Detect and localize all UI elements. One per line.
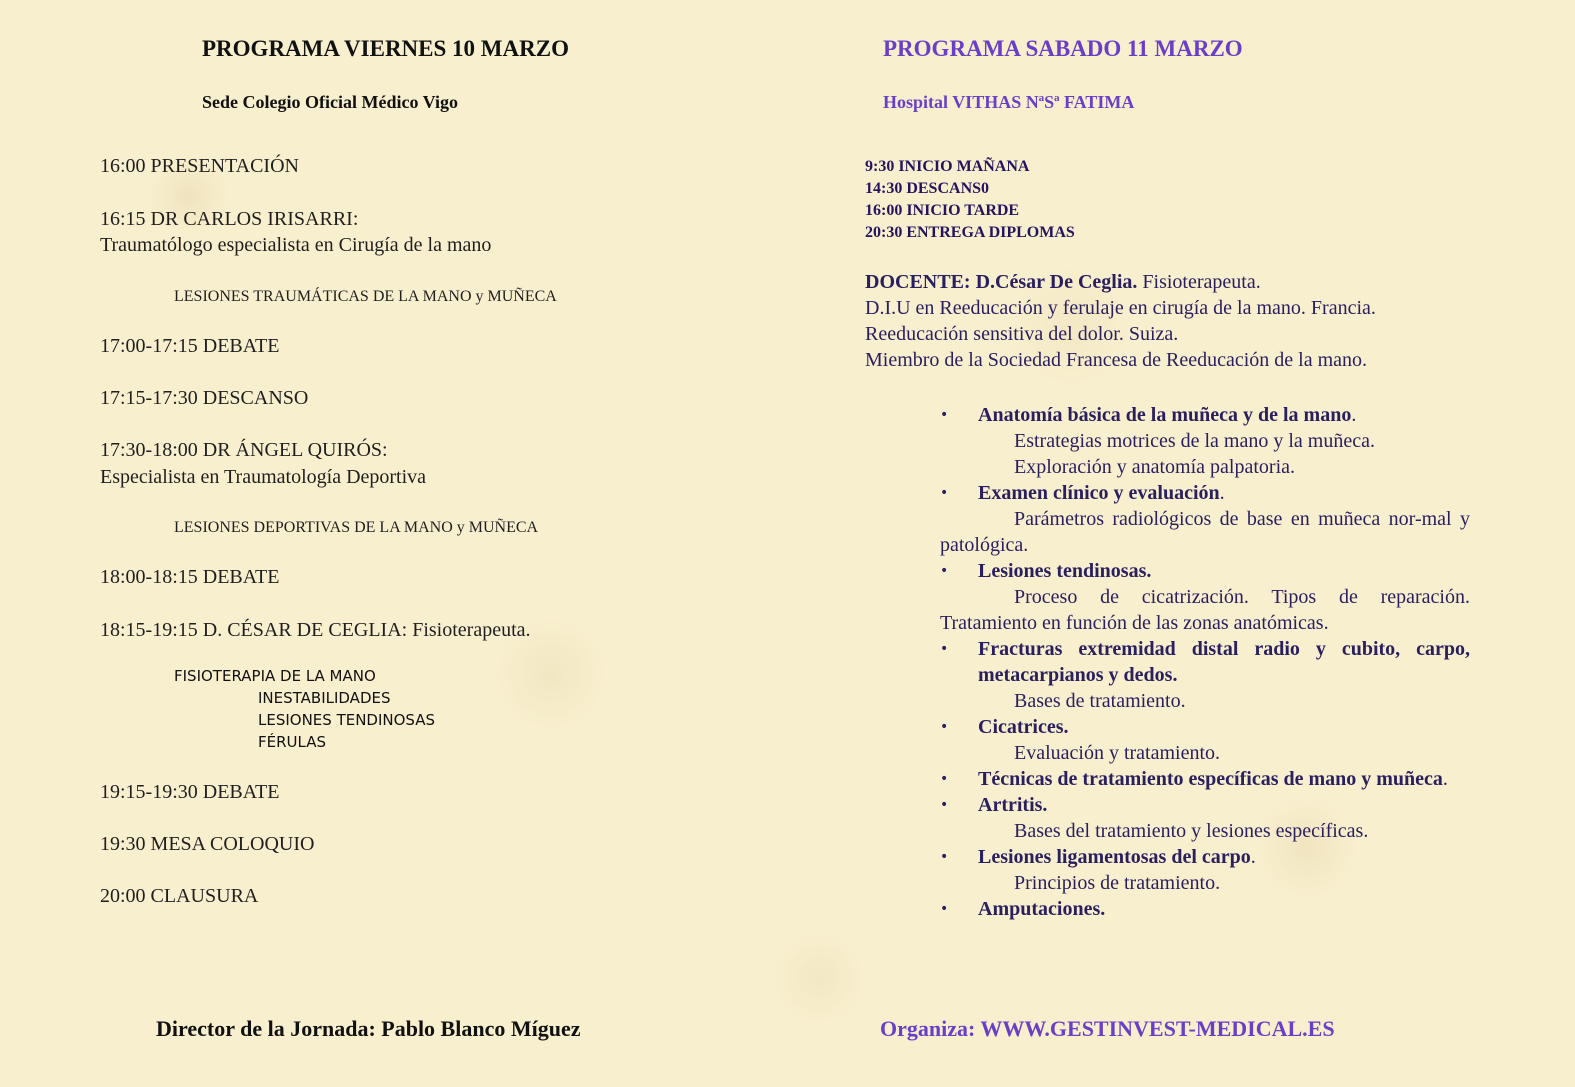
docente-credential: Miembro de la Sociedad Francesa de Reeducación de la mano. (865, 349, 1368, 371)
topic-item: • Lesiones ligamentosas del carpo. (940, 846, 1256, 868)
schedule-item: 14:30 DESCANS0 (865, 180, 990, 197)
docente-credential: Reeducación sensitiva del dolor. Suiza. (865, 323, 1179, 345)
organizer-website-link[interactable]: WWW.GESTINVEST-MEDICAL.ES (980, 1016, 1335, 1041)
bullet-icon: • (940, 771, 949, 787)
speaker3-subtopic: LESIONES TENDINOSAS (258, 711, 436, 729)
topic-detail: Bases de tratamiento. (1014, 690, 1186, 712)
speaker3-subtopic: INESTABILIDADES (258, 689, 391, 707)
topic-title: Anatomía básica de la muñeca y de la mano (978, 404, 1352, 426)
docente-role: Fisioterapeuta. (1137, 271, 1261, 293)
speaker3-topic: FISIOTERAPIA DE LA MANO (174, 667, 376, 685)
topic-detail: Principios de tratamiento. (1014, 872, 1221, 894)
topic-title: Fracturas extremidad distal radio y cubito, carpo, metacarpianos y dedos. (978, 638, 1470, 686)
topics-list (940, 402, 1470, 922)
speaker2-time: 17:30-18:00 DR ÁNGEL QUIRÓS: (100, 439, 388, 461)
topic-item: • Examen clínico y evaluación. (940, 482, 1225, 504)
schedule-item: 16:00 INICIO TARDE (865, 202, 1020, 219)
docente-credential: D.I.U en Reeducación y ferulaje en cirugía de la mano. Francia. (865, 297, 1376, 319)
bullet-icon: • (940, 901, 949, 917)
item-clausura: 20:00 CLAUSURA (100, 885, 259, 907)
topic-item: • Técnicas de tratamiento específicas de mano y muñeca. (940, 768, 1448, 790)
bullet-icon: • (940, 797, 949, 813)
organiza-label: Organiza: (880, 1016, 981, 1041)
item-debate-2: 18:00-18:15 DEBATE (100, 566, 280, 588)
schedule-item: 9:30 INICIO MAÑANA (865, 158, 1030, 175)
topic-title: Examen clínico y evaluación (978, 482, 1220, 504)
bullet-icon: • (940, 563, 949, 579)
bullet-icon: • (940, 641, 949, 657)
topic-item: • Anatomía básica de la muñeca y de la mano. (940, 404, 1357, 426)
topic-detail: Exploración y anatomía palpatoria. (1014, 456, 1296, 478)
topic-item (940, 792, 1470, 818)
bullet-icon: • (940, 719, 949, 735)
topic-title: Artritis. (978, 794, 1048, 816)
docente-label: DOCENTE: D.César De Ceglia. (865, 271, 1138, 293)
topic-item (940, 558, 1470, 584)
topic-item (940, 714, 1470, 740)
schedule-item: 20:30 ENTREGA DIPLOMAS (865, 224, 1075, 241)
topic-title: Técnicas de tratamiento específicas de mano y muñeca (978, 768, 1443, 790)
speaker1-time: 16:15 DR CARLOS IRISARRI: (100, 208, 359, 230)
speaker2-role: Especialista en Traumatología Deportiva (100, 466, 427, 488)
topic-title: Cicatrices. (978, 716, 1069, 738)
left-page-title: PROGRAMA VIERNES 10 MARZO (202, 36, 569, 61)
topic-title: Lesiones ligamentosas del carpo (978, 846, 1251, 868)
right-venue: Hospital VITHAS NªSª FATIMA (883, 92, 1135, 112)
topic-detail: Bases del tratamiento y lesiones específicas. (1014, 820, 1369, 842)
item-mesa-coloquio: 19:30 MESA COLOQUIO (100, 833, 315, 855)
item-debate-3: 19:15-19:30 DEBATE (100, 781, 280, 803)
speaker1-topic: LESIONES TRAUMÁTICAS DE LA MANO y MUÑECA (174, 288, 557, 305)
speaker3-subtopic: FÉRULAS (258, 733, 326, 751)
docente-heading (865, 271, 1261, 294)
speaker1-role: Traumatólogo especialista en Cirugía de la mano (100, 234, 492, 256)
left-venue: Sede Colegio Oficial Médico Vigo (202, 92, 458, 112)
topic-item (940, 896, 1470, 922)
item-debate-1: 17:00-17:15 DEBATE (100, 335, 280, 357)
topic-title: Lesiones tendinosas. (978, 560, 1152, 582)
topic-detail: Evaluación y tratamiento. (1014, 742, 1221, 764)
topic-detail: Estrategias motrices de la mano y la muñeca. (1014, 430, 1375, 452)
speaker3: 18:15-19:15 D. CÉSAR DE CEGLIA: Fisioterapeuta. (100, 619, 531, 641)
right-page-title: PROGRAMA SABADO 11 MARZO (883, 36, 1243, 61)
organiza-footer (880, 1016, 1335, 1042)
bullet-icon: • (940, 849, 949, 865)
topic-title: Amputaciones. (978, 898, 1106, 920)
director-footer: Director de la Jornada: Pablo Blanco Míguez (156, 1016, 581, 1041)
bullet-icon: • (940, 407, 949, 423)
item-presentacion: 16:00 PRESENTACIÓN (100, 155, 299, 177)
topic-detail: Proceso de cicatrización. Tipos de reparación. Tratamiento en función de las zonas anatómicas. (940, 586, 1470, 634)
topic-item (940, 636, 1470, 688)
bullet-icon: • (940, 485, 949, 501)
item-descanso: 17:15-17:30 DESCANSO (100, 387, 309, 409)
topic-detail: Parámetros radiológicos de base en muñeca nor-mal y patológica. (940, 508, 1470, 556)
speaker2-topic: LESIONES DEPORTIVAS DE LA MANO y MUÑECA (174, 519, 539, 536)
